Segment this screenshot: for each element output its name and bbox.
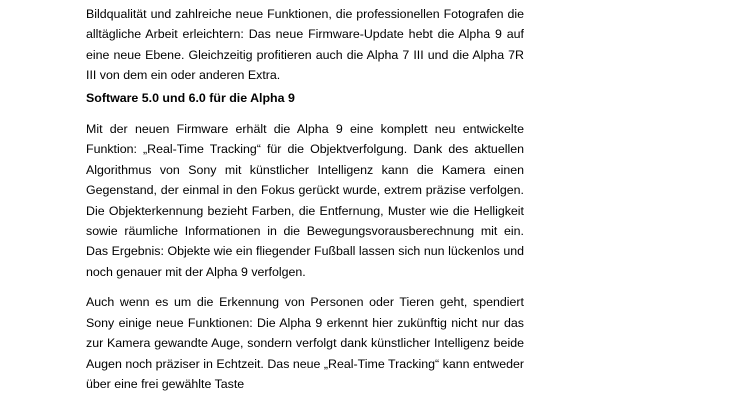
section-heading: Software 5.0 und 6.0 für die Alpha 9 bbox=[86, 90, 295, 105]
text-column bbox=[86, 0, 524, 394]
body-paragraph-tracking: Mit der neuen Firmware erhält die Alpha 9 eine komplett neu entwickelte Funktion: „Real-Time Tracking“ für die Objektverfolgung. Dank des aktuellen Algorithmus von Sony mit künstlicher Intelligenz kann die Kamera einen Gegenstand, der einmal in den Fokus gerückt wurde, extrem präzise verfolgen. Die Objekterkennung bezieht Farben, die Entfernung, Muster wie die Helligkeit sowie räumliche Informationen in die Bewegungsvorausberechnung mit ein. Das Ergebnis: Objekte wie ein fliegender Fußball lassen sich nun lückenlos und noch genauer mit der Alpha 9 verfolgen. bbox=[86, 122, 524, 279]
intro-paragraph: Bildqualität und zahlreiche neue Funktionen, die professionellen Fotografen die alltägliche Arbeit erleichtern: Das neue Firmware-Update hebt die Alpha 9 auf eine neue Ebene. Gleichzeitig profitieren auch die Alpha 7 III und die Alpha 7R III von dem ein oder anderen Extra. bbox=[86, 7, 524, 83]
body-paragraph-eye-af: Auch wenn es um die Erkennung von Personen oder Tieren geht, spendiert Sony einige neue Funktionen: Die Alpha 9 erkennt hier zukünftig nicht nur das zur Kamera gewandte Auge, sondern verfolgt dank künstlicher Intelligenz beide Augen noch präziser in Echtzeit. Das neue „Real-Time Tracking“ kann entweder über eine frei gewählte Taste bbox=[86, 295, 524, 391]
